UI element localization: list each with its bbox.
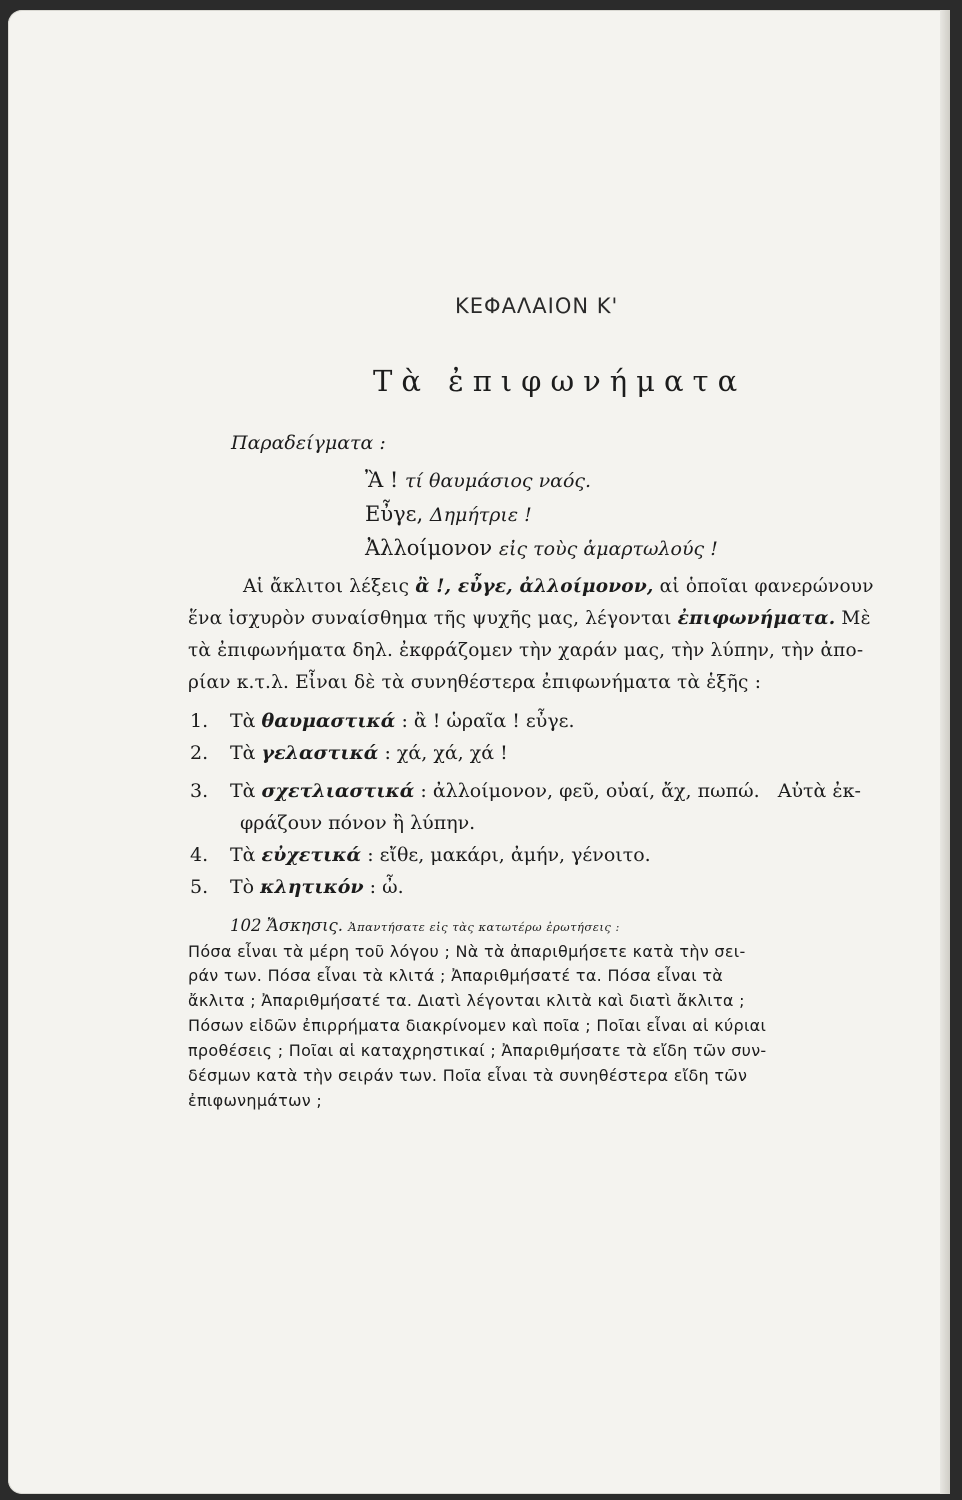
list-number: 4.: [190, 844, 209, 866]
example-line: [365, 468, 591, 492]
exercise-number: 102 Ἄσκησις.: [230, 916, 349, 935]
exercise-line: Πόσων εἰδῶν ἐπιρρήματα διακρίνομεν καὶ ποῖα ; Ποῖαι εἶναι αἱ κύριαι: [188, 1016, 767, 1035]
text-run: : εἴθε, μακάρι, ἀμήν, γένοιτο.: [361, 844, 651, 866]
text-run: Μὲ: [835, 608, 871, 629]
exercise-line: ράν των. Πόσα εἶναι τὰ κλιτά ; Ἀπαριθμήσατέ τα. Πόσα εἶναι τὰ: [188, 966, 724, 985]
text-run: : ὦ.: [363, 876, 404, 898]
exercise-line: ἐπιφωνημάτων ;: [188, 1091, 323, 1110]
list-item-continuation: φράζουν πόνον ἢ λύπην.: [240, 812, 476, 834]
page-edge: [940, 10, 950, 1494]
list-item: [190, 844, 651, 866]
list-item: [190, 876, 404, 898]
paragraph-line: ρίαν κ.τ.λ. Εἶναι δὲ τὰ συνηθέστερα ἐπιφωνήματα τὰ ἑξῆς :: [188, 672, 762, 693]
list-number: 5.: [190, 876, 209, 898]
bold-term: σχετλιαστικά: [261, 780, 415, 802]
text-run: : ἀλλοίμονον, φεῦ, οὐαί, ἄχ, πωπώ. Αὐτὰ ἐκ-: [414, 780, 861, 802]
text-run: Τὸ: [230, 876, 261, 898]
list-number: 3.: [190, 780, 209, 802]
list-item: [190, 742, 508, 764]
exercise-instruction: Ἀπαντήσατε εἰς τὰς κατωτέρω ἐρωτήσεις :: [348, 920, 620, 934]
list-number: 1.: [190, 710, 209, 732]
exercise-line: προθέσεις ; Ποῖαι αἱ καταχρηστικαί ; Ἀπαριθμήσατε τὰ εἴδη τῶν συν-: [188, 1041, 767, 1060]
text-run: ἕνα ἰσχυρὸν συναίσθημα τῆς ψυχῆς μας, λέγονται: [188, 608, 678, 629]
examples-label: Παραδείγματα :: [231, 432, 386, 454]
text-run: Τὰ: [230, 710, 262, 732]
example-line: [365, 502, 532, 526]
bold-term: ἂ !, εὖγε, ἀλλοίμονον,: [415, 576, 654, 597]
example-line: [365, 536, 718, 560]
text-run: : χά, χά, χά !: [378, 742, 508, 764]
bold-term: θαυμαστικά: [261, 710, 396, 732]
text-run: Αἱ ἄκλιτοι λέξεις: [243, 576, 416, 597]
bold-term: γελαστικά: [261, 742, 379, 764]
exercise-line: ἄκλιτα ; Ἀπαριθμήσατέ τα. Διατὶ λέγονται κλιτὰ καὶ διατὶ ἄκλιτα ;: [188, 991, 745, 1010]
example-rest: τί θαυμάσιος ναός.: [405, 470, 592, 492]
exercise-line: Πόσα εἶναι τὰ μέρη τοῦ λόγου ; Νὰ τὰ ἀπαριθμήσετε κατὰ τὴν σει-: [188, 942, 746, 961]
example-rest: Δημήτριε !: [429, 504, 532, 526]
text-run: : ἂ ! ὡραῖα ! εὖγε.: [395, 710, 575, 732]
example-lead: Ἀλλοίμονον: [365, 536, 499, 560]
exercise-line: δέσμων κατὰ τὴν σειράν των. Ποῖα εἶναι τὰ συνηθέστερα εἴδη τῶν: [188, 1066, 748, 1085]
example-rest: εἰς τοὺς ἁμαρτωλούς !: [498, 538, 718, 560]
paragraph-line: τὰ ἐπιφωνήματα δηλ. ἐκφράζομεν τὴν χαράν μας, τὴν λύπην, τὴν ἀπο-: [188, 640, 864, 661]
list-item: [190, 710, 575, 732]
text-run: Τὰ: [230, 742, 262, 764]
text-run: αἱ ὁποῖαι φανερώνουν: [653, 576, 874, 597]
list-item: [190, 780, 861, 802]
example-lead: Εὖγε,: [365, 502, 430, 526]
text-run: Τὰ: [230, 844, 262, 866]
example-lead: Ἂ !: [365, 468, 406, 492]
text-run: Τὰ: [230, 780, 262, 802]
bold-term: εὐχετικά: [261, 844, 362, 866]
chapter-heading: ΚΕΦΑΛΑΙΟΝ Κ': [455, 294, 619, 318]
bold-term: κλητικόν: [260, 876, 364, 898]
paragraph-line: [188, 608, 871, 629]
bold-term: ἐπιφωνήματα.: [677, 608, 836, 629]
list-number: 2.: [190, 742, 209, 764]
section-title: Τὰ ἐπιφωνήματα: [373, 364, 747, 398]
paragraph-line: [243, 576, 874, 597]
exercise-heading: [230, 916, 620, 935]
